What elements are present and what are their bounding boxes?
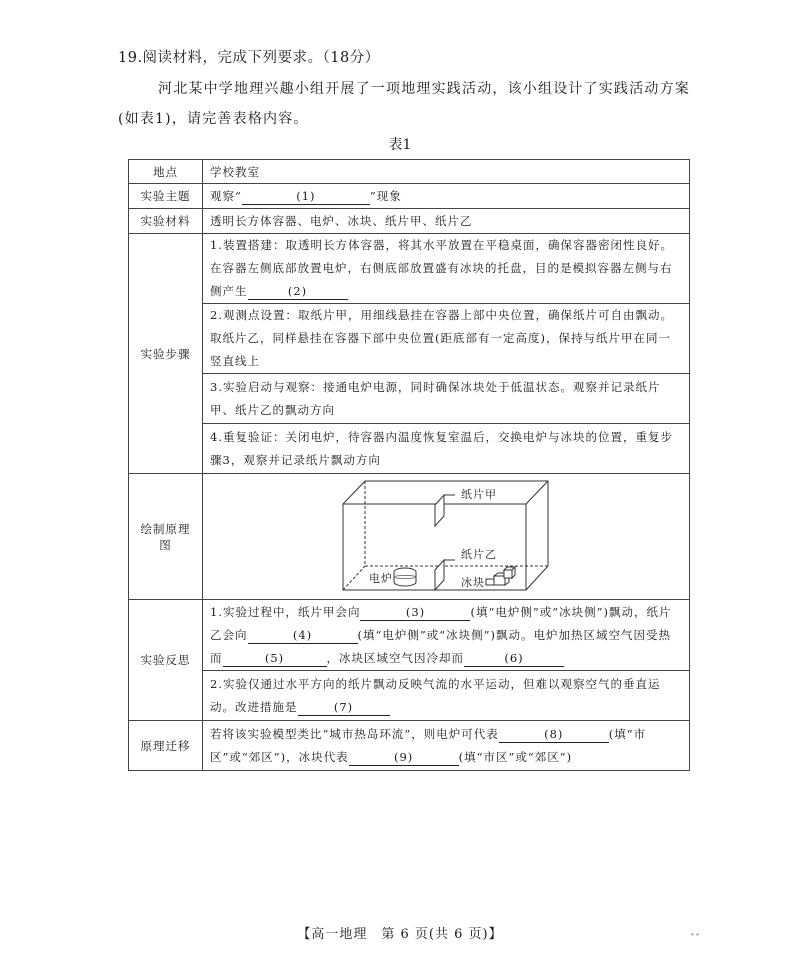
activity-plan-table: [128, 159, 690, 771]
step4-text: 4.重复验证：关闭电炉，待容器内温度恢复室温后，交换电炉与冰块的位置，重复步骤3，观察并记录纸片飘动方向: [203, 424, 690, 474]
row-transfer: [129, 721, 690, 771]
step1-text: 1.装置搭建：取透明长方体容器，将其水平放置在平稳桌面，确保容器密闭性良好。在容器左侧底部放置电炉，右侧底部放置盛有冰块的托盘，目的是模拟容器左侧与右侧产生: [210, 238, 673, 298]
row-reflection-2: [129, 671, 690, 721]
question-intro: 河北某中学地理兴趣小组开展了一项地理实践活动，该小组设计了实践活动方案(如表1)，请完善表格内容。: [118, 81, 690, 127]
transfer-cell: [203, 721, 690, 771]
blank-7[interactable]: (7): [298, 699, 390, 716]
blank-4[interactable]: (4): [248, 627, 358, 644]
transfer-part2: (填“市区”或“郊区”)，冰块代表: [210, 726, 647, 764]
box-back-top-right: [365, 481, 548, 566]
question-title: 19.阅读材料，完成下列要求。（18分）: [118, 50, 380, 66]
box-edge-top-right: [526, 481, 548, 504]
row-reflection-1: [129, 600, 690, 671]
reflection1-part1: 1.实验过程中，纸片甲会向: [210, 604, 361, 619]
materials-label: 实验材料: [129, 209, 203, 234]
step2-text: 2.观测点设置：取纸片甲，用细线悬挂在容器上部中央位置，确保纸片可自由飘动。取纸片乙，同样悬挂在容器下部中央位置(距底部有一定高度)，保持与纸片甲在同一竖直线上: [203, 304, 690, 374]
row-step1: [129, 234, 690, 304]
location-label: 地点: [129, 160, 203, 184]
row-step2: [129, 304, 690, 374]
theme-suffix: ”现象: [369, 188, 402, 203]
box-edge-bottom-left: [343, 566, 365, 590]
blank-6[interactable]: (6): [464, 650, 564, 667]
transfer-part3: (填“市区”或“郊区”): [458, 749, 573, 764]
row-step4: [129, 424, 690, 474]
box-edge-top-left: [343, 481, 365, 504]
steps-label: 实验步骤: [129, 234, 203, 474]
ice-icon: [486, 567, 515, 585]
ice-label: 冰块: [461, 576, 485, 589]
transfer-part1: 若将该实验模型类比“城市热岛环流”，则电炉可代表: [210, 726, 499, 741]
theme-value: [203, 184, 690, 209]
row-diagram: [129, 474, 690, 600]
blank-1[interactable]: (1): [242, 188, 370, 205]
box-edge-bottom-right: [526, 566, 548, 590]
step1-cell: [203, 234, 690, 304]
reflection-item2: [203, 671, 690, 721]
row-step3: [129, 374, 690, 424]
paper-b-label: 纸片乙: [461, 548, 497, 561]
paper-a-shape: [435, 495, 444, 526]
step3-text: 3.实验启动与观察：接通电炉电源，同时确保冰块处于低温状态。观察并记录纸片甲、纸片乙的飘动方向: [203, 374, 690, 424]
page-footer: 【高一地理 第 6 页(共 6 页)】: [297, 927, 503, 942]
table-caption: 表1: [388, 137, 412, 153]
theme-prefix: 观察“: [210, 188, 242, 203]
reflection1-part4: ，冰块区域空气因冷却而: [326, 650, 464, 665]
blank-3[interactable]: (3): [360, 604, 470, 621]
diagram-label: 绘制原理图: [129, 474, 203, 600]
row-location: [129, 160, 690, 184]
diagram-cell: [203, 474, 690, 600]
materials-value: 透明长方体容器、电炉、冰块、纸片甲、纸片乙: [203, 209, 690, 234]
blank-2[interactable]: (2): [248, 283, 348, 300]
corner-mark: ˇˇ: [690, 934, 700, 945]
stove-label: 电炉: [369, 572, 393, 585]
theme-label: 实验主题: [129, 184, 203, 209]
paper-a-label: 纸片甲: [461, 488, 497, 501]
reflection-label: 实验反思: [129, 600, 203, 721]
principle-diagram: [203, 474, 689, 599]
paper-b-shape: [435, 560, 444, 590]
reflection-item1: [203, 600, 690, 671]
blank-9[interactable]: (9): [349, 749, 459, 766]
reflection2-text: 2.实验仅通过水平方向的纸片飘动反映气流的水平运动，但难以观察空气的垂直运动。改进措施是: [210, 676, 661, 714]
location-value: 学校教室: [203, 160, 690, 184]
stove-icon: [394, 568, 416, 586]
reflection1-part2: (填“电炉侧”或“冰块侧”)飘动，纸片乙会向: [210, 604, 672, 642]
row-theme: [129, 184, 690, 209]
blank-5[interactable]: (5): [223, 650, 327, 667]
reflection1-part3: (填“电炉侧”或“冰块侧”)飘动。电炉加热区域空气因受热而: [210, 627, 671, 665]
row-materials: [129, 209, 690, 234]
blank-8[interactable]: (8): [499, 726, 609, 743]
transfer-label: 原理迁移: [129, 721, 203, 771]
